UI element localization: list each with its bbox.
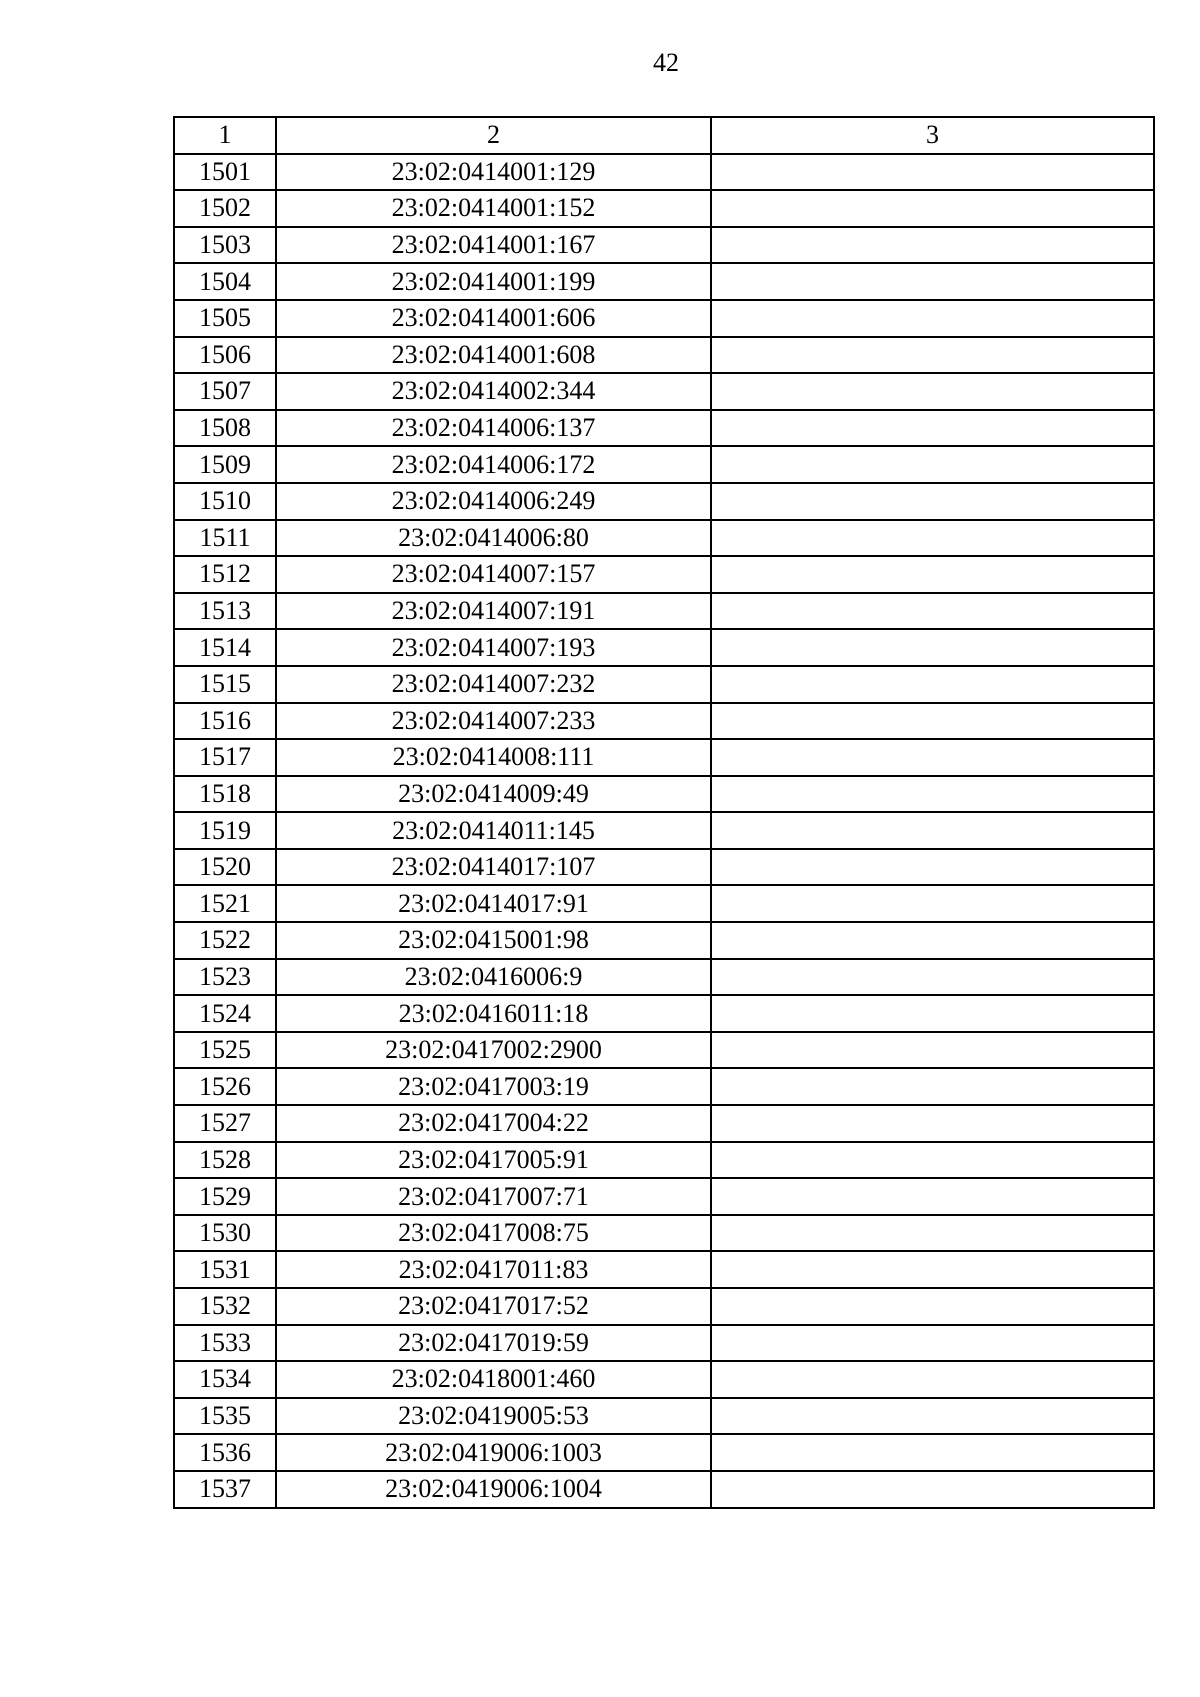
note-cell xyxy=(711,995,1154,1032)
cadastral-number-cell: 23:02:0416006:9 xyxy=(276,959,711,996)
row-number-cell: 1513 xyxy=(174,593,276,630)
note-cell xyxy=(711,337,1154,374)
note-cell xyxy=(711,1215,1154,1252)
cadastral-number-cell: 23:02:0415001:98 xyxy=(276,922,711,959)
table-row xyxy=(174,1398,1154,1435)
table-row xyxy=(174,520,1154,557)
cadastral-number-cell: 23:02:0417017:52 xyxy=(276,1288,711,1325)
table-row xyxy=(174,446,1154,483)
row-number-cell: 1516 xyxy=(174,703,276,740)
cadastral-number-cell: 23:02:0417007:71 xyxy=(276,1178,711,1215)
cadastral-number-cell: 23:02:0414007:191 xyxy=(276,593,711,630)
row-number-cell: 1511 xyxy=(174,520,276,557)
note-cell xyxy=(711,629,1154,666)
cadastral-table xyxy=(173,116,1155,1509)
note-cell xyxy=(711,446,1154,483)
cadastral-number-cell: 23:02:0419006:1004 xyxy=(276,1471,711,1508)
note-cell xyxy=(711,483,1154,520)
cadastral-number-cell: 23:02:0417003:19 xyxy=(276,1068,711,1105)
cadastral-number-cell: 23:02:0414009:49 xyxy=(276,776,711,813)
note-cell xyxy=(711,1068,1154,1105)
row-number-cell: 1522 xyxy=(174,922,276,959)
cadastral-number-cell: 23:02:0416011:18 xyxy=(276,995,711,1032)
row-number-cell: 1526 xyxy=(174,1068,276,1105)
table-row xyxy=(174,629,1154,666)
note-cell xyxy=(711,885,1154,922)
note-cell xyxy=(711,1361,1154,1398)
cadastral-number-cell: 23:02:0414006:172 xyxy=(276,446,711,483)
note-cell xyxy=(711,1434,1154,1471)
row-number-cell: 1502 xyxy=(174,190,276,227)
cadastral-number-cell: 23:02:0414001:608 xyxy=(276,337,711,374)
cadastral-number-cell: 23:02:0419006:1003 xyxy=(276,1434,711,1471)
note-cell xyxy=(711,776,1154,813)
table-row xyxy=(174,885,1154,922)
row-number-cell: 1501 xyxy=(174,154,276,191)
row-number-cell: 1521 xyxy=(174,885,276,922)
row-number-cell: 1518 xyxy=(174,776,276,813)
table-row xyxy=(174,373,1154,410)
table-row xyxy=(174,1142,1154,1179)
header-col-3: 3 xyxy=(711,117,1154,154)
table-row xyxy=(174,703,1154,740)
table-row xyxy=(174,776,1154,813)
note-cell xyxy=(711,154,1154,191)
cadastral-number-cell: 23:02:0414007:233 xyxy=(276,703,711,740)
cadastral-number-cell: 23:02:0417005:91 xyxy=(276,1142,711,1179)
cadastral-number-cell: 23:02:0414001:606 xyxy=(276,300,711,337)
table-row xyxy=(174,1178,1154,1215)
cadastral-number-cell: 23:02:0414006:137 xyxy=(276,410,711,447)
table-row xyxy=(174,849,1154,886)
table-row xyxy=(174,337,1154,374)
cadastral-number-cell: 23:02:0419005:53 xyxy=(276,1398,711,1435)
table-row xyxy=(174,593,1154,630)
note-cell xyxy=(711,1398,1154,1435)
row-number-cell: 1517 xyxy=(174,739,276,776)
table-row xyxy=(174,1434,1154,1471)
table-row xyxy=(174,1068,1154,1105)
cadastral-number-cell: 23:02:0414007:157 xyxy=(276,556,711,593)
note-cell xyxy=(711,959,1154,996)
note-cell xyxy=(711,373,1154,410)
row-number-cell: 1515 xyxy=(174,666,276,703)
table-row xyxy=(174,739,1154,776)
table-row xyxy=(174,922,1154,959)
row-number-cell: 1508 xyxy=(174,410,276,447)
cadastral-number-cell: 23:02:0414006:249 xyxy=(276,483,711,520)
note-cell xyxy=(711,1251,1154,1288)
note-cell xyxy=(711,1288,1154,1325)
table-row xyxy=(174,1215,1154,1252)
row-number-cell: 1504 xyxy=(174,263,276,300)
row-number-cell: 1536 xyxy=(174,1434,276,1471)
table-row xyxy=(174,300,1154,337)
row-number-cell: 1519 xyxy=(174,812,276,849)
page-number: 42 xyxy=(653,48,679,77)
cadastral-number-cell: 23:02:0417002:2900 xyxy=(276,1032,711,1069)
table-row xyxy=(174,1361,1154,1398)
row-number-cell: 1528 xyxy=(174,1142,276,1179)
row-number-cell: 1509 xyxy=(174,446,276,483)
cadastral-number-cell: 23:02:0414006:80 xyxy=(276,520,711,557)
row-number-cell: 1507 xyxy=(174,373,276,410)
row-number-cell: 1520 xyxy=(174,849,276,886)
note-cell xyxy=(711,1105,1154,1142)
row-number-cell: 1529 xyxy=(174,1178,276,1215)
note-cell xyxy=(711,520,1154,557)
table-row xyxy=(174,410,1154,447)
row-number-cell: 1524 xyxy=(174,995,276,1032)
cadastral-number-cell: 23:02:0414008:111 xyxy=(276,739,711,776)
row-number-cell: 1534 xyxy=(174,1361,276,1398)
table-body xyxy=(174,154,1154,1508)
note-cell xyxy=(711,1471,1154,1508)
header-col-1: 1 xyxy=(174,117,276,154)
row-number-cell: 1530 xyxy=(174,1215,276,1252)
cadastral-number-cell: 23:02:0417008:75 xyxy=(276,1215,711,1252)
row-number-cell: 1505 xyxy=(174,300,276,337)
note-cell xyxy=(711,739,1154,776)
note-cell xyxy=(711,849,1154,886)
cadastral-number-cell: 23:02:0417004:22 xyxy=(276,1105,711,1142)
table-header xyxy=(174,117,1154,154)
cadastral-number-cell: 23:02:0414001:152 xyxy=(276,190,711,227)
cadastral-number-cell: 23:02:0414001:199 xyxy=(276,263,711,300)
table-row xyxy=(174,190,1154,227)
row-number-cell: 1531 xyxy=(174,1251,276,1288)
cadastral-number-cell: 23:02:0414017:91 xyxy=(276,885,711,922)
row-number-cell: 1503 xyxy=(174,227,276,264)
header-col-2: 2 xyxy=(276,117,711,154)
table-row xyxy=(174,1105,1154,1142)
row-number-cell: 1510 xyxy=(174,483,276,520)
table-row xyxy=(174,483,1154,520)
table-row xyxy=(174,154,1154,191)
note-cell xyxy=(711,300,1154,337)
row-number-cell: 1535 xyxy=(174,1398,276,1435)
cadastral-number-cell: 23:02:0414011:145 xyxy=(276,812,711,849)
note-cell xyxy=(711,263,1154,300)
note-cell xyxy=(711,1178,1154,1215)
row-number-cell: 1525 xyxy=(174,1032,276,1069)
row-number-cell: 1527 xyxy=(174,1105,276,1142)
row-number-cell: 1506 xyxy=(174,337,276,374)
table-row xyxy=(174,1032,1154,1069)
cadastral-number-cell: 23:02:0414017:107 xyxy=(276,849,711,886)
note-cell xyxy=(711,556,1154,593)
note-cell xyxy=(711,1032,1154,1069)
table-row xyxy=(174,812,1154,849)
table-row xyxy=(174,556,1154,593)
cadastral-number-cell: 23:02:0418001:460 xyxy=(276,1361,711,1398)
table-row xyxy=(174,263,1154,300)
cadastral-number-cell: 23:02:0414001:167 xyxy=(276,227,711,264)
note-cell xyxy=(711,593,1154,630)
table-row xyxy=(174,1288,1154,1325)
table-row xyxy=(174,1251,1154,1288)
cadastral-number-cell: 23:02:0417011:83 xyxy=(276,1251,711,1288)
table-row xyxy=(174,1471,1154,1508)
cadastral-number-cell: 23:02:0414001:129 xyxy=(276,154,711,191)
table-row xyxy=(174,666,1154,703)
note-cell xyxy=(711,666,1154,703)
note-cell xyxy=(711,190,1154,227)
table-row xyxy=(174,1325,1154,1362)
note-cell xyxy=(711,227,1154,264)
note-cell xyxy=(711,410,1154,447)
note-cell xyxy=(711,703,1154,740)
row-number-cell: 1532 xyxy=(174,1288,276,1325)
cadastral-number-cell: 23:02:0414007:232 xyxy=(276,666,711,703)
table-row xyxy=(174,959,1154,996)
cadastral-number-cell: 23:02:0414007:193 xyxy=(276,629,711,666)
row-number-cell: 1512 xyxy=(174,556,276,593)
note-cell xyxy=(711,1325,1154,1362)
cadastral-number-cell: 23:02:0417019:59 xyxy=(276,1325,711,1362)
cadastral-number-cell: 23:02:0414002:344 xyxy=(276,373,711,410)
row-number-cell: 1523 xyxy=(174,959,276,996)
row-number-cell: 1533 xyxy=(174,1325,276,1362)
row-number-cell: 1514 xyxy=(174,629,276,666)
header-row xyxy=(174,117,1154,154)
note-cell xyxy=(711,1142,1154,1179)
note-cell xyxy=(711,922,1154,959)
table-row xyxy=(174,995,1154,1032)
note-cell xyxy=(711,812,1154,849)
table-row xyxy=(174,227,1154,264)
row-number-cell: 1537 xyxy=(174,1471,276,1508)
